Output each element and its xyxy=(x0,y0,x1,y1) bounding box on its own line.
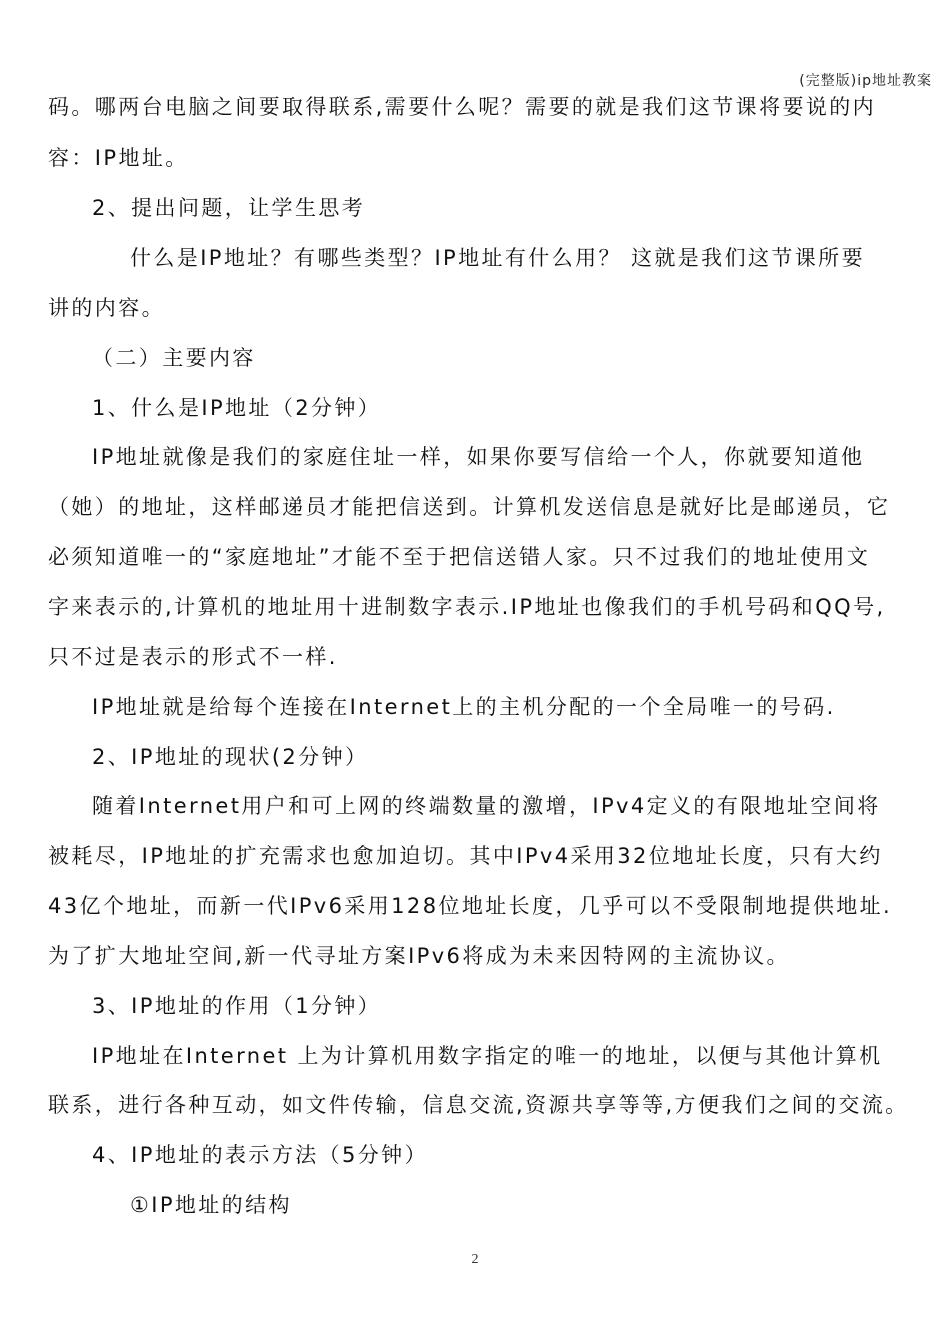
body-line-purpose-1: IP地址在Internet 上为计算机用数字指定的唯一的地址，以便与其他计算机 xyxy=(92,1044,883,1068)
section-heading-status: 2、IP地址的现状(2分钟） xyxy=(92,745,369,769)
subsection-heading-structure: ①IP地址的结构 xyxy=(130,1193,292,1217)
body-line-analogy-5: 只不过是表示的形式不一样. xyxy=(48,645,338,669)
body-line-status-3: 43亿个地址，而新一代IPv6采用128位地址长度，几乎可以不受限制地提供地址. xyxy=(48,894,893,918)
body-line-status-1: 随着Internet用户和可上网的终端数量的激增，IPv4定义的有限地址空间将 xyxy=(92,794,881,818)
body-line-analogy-2: （她）的地址，这样邮递员才能把信送到。计算机发送信息是就好比是邮递员，它 xyxy=(48,495,891,519)
body-line-2: 容：IP地址。 xyxy=(48,146,189,170)
body-line-analogy-4: 字来表示的,计算机的地址用十进制数字表示.IP地址也像我们的手机号码和QQ号, xyxy=(48,595,886,619)
section-heading-purpose: 3、IP地址的作用（1分钟） xyxy=(92,994,382,1018)
body-line-purpose-2: 联系，进行各种互动，如文件传输，信息交流,资源共享等等,方便我们之间的交流。 xyxy=(48,1093,909,1117)
body-line-status-2: 被耗尽，IP地址的扩充需求也愈加迫切。其中IPv4采用32位地址长度，只有大约 xyxy=(48,844,883,868)
page-number: 2 xyxy=(471,1252,479,1267)
section-heading-what-is-ip: 1、什么是IP地址（2分钟） xyxy=(92,396,382,420)
body-line-1: 码。哪两台电脑之间要取得联系,需要什么呢？需要的就是我们这节课将要说的内 xyxy=(48,95,877,119)
section-heading-ask-questions: 2、提出问题，让学生思考 xyxy=(92,196,366,220)
body-line-status-4: 为了扩大地址空间,新一代寻址方案IPv6将成为未来因特网的主流协议。 xyxy=(48,944,790,968)
body-line-analogy-3: 必须知道唯一的“家庭地址”才能不至于把信送错人家。只不过我们的地址使用文 xyxy=(48,545,871,569)
section-heading-representation: 4、IP地址的表示方法（5分钟） xyxy=(92,1143,428,1167)
body-line-questions-cont: 讲的内容。 xyxy=(48,296,165,320)
section-heading-main-content: （二）主要内容 xyxy=(92,346,256,370)
body-line-questions: 什么是IP地址？有哪些类型？IP地址有什么用？ 这就是我们这节课所要 xyxy=(130,246,865,270)
body-line-analogy-1: IP地址就像是我们的家庭住址一样，如果你要写信给一个人，你就要知道他 xyxy=(92,445,865,469)
body-line-definition: IP地址就是给每个连接在Internet上的主机分配的一个全局唯一的号码. xyxy=(92,695,836,719)
running-header: (完整版)ip地址教案 xyxy=(799,73,932,89)
